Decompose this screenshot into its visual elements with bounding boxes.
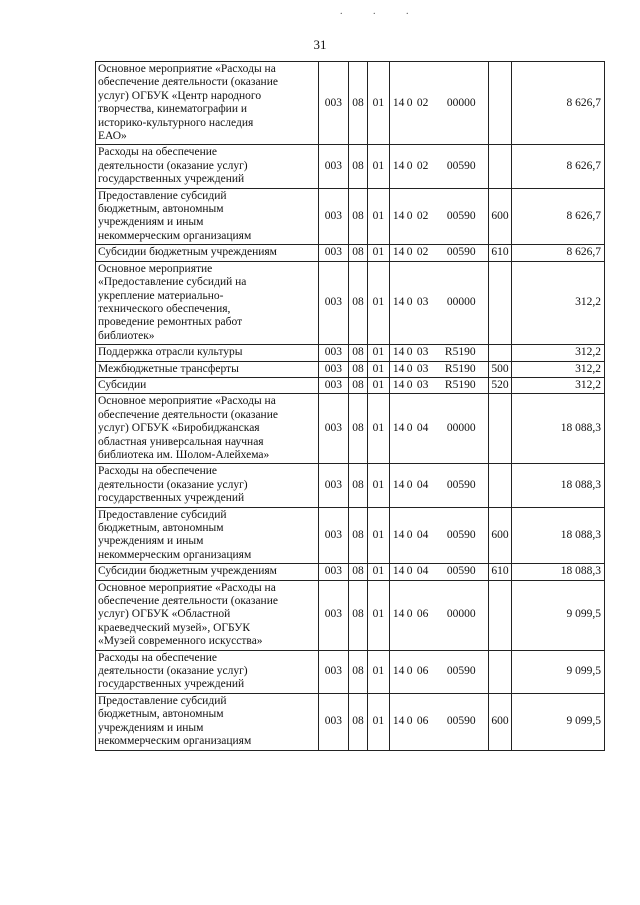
expense-name: Предоставление субсидий бюджетным, автономным учреждениям и иным некоммерческим организациям <box>98 189 252 242</box>
program-code: 14 <box>392 246 405 259</box>
section-code: 08 <box>348 464 367 507</box>
program-code: 14 <box>392 608 405 621</box>
expense-name: Основное мероприятие «Расходы на обеспечение деятельности (оказание услуг) ОГБУК «Биробиджанская областная универсальная научная библиотека им. Шолом-Алейхема» <box>98 395 278 461</box>
program-code: 14 <box>392 346 405 359</box>
expense-name: Субсидии бюджетным учреждениям <box>98 246 277 259</box>
subprogram-code: 0 <box>406 296 413 309</box>
subsection-code: 01 <box>368 245 389 261</box>
direction-code: R5190 <box>444 362 476 375</box>
subsection-code: 01 <box>368 361 389 377</box>
expense-name-cell <box>96 145 319 188</box>
subprogram-code: 0 <box>406 246 413 259</box>
section-code: 08 <box>348 693 367 750</box>
subsection-code: 01 <box>368 464 389 507</box>
target-article-code <box>389 145 489 188</box>
subprogram-code: 0 <box>406 422 413 435</box>
grbs-code: 003 <box>318 564 348 580</box>
direction-code: 00590 <box>446 565 476 578</box>
subprogram-code: 0 <box>406 362 413 375</box>
subprogram-code: 0 <box>406 378 413 391</box>
grbs-code: 003 <box>318 650 348 693</box>
activity-code: 02 <box>416 159 429 172</box>
target-article-code <box>389 564 489 580</box>
direction-code: 00000 <box>446 422 476 435</box>
grbs-code: 003 <box>318 245 348 261</box>
section-code: 08 <box>348 650 367 693</box>
subsection-code: 01 <box>368 261 389 344</box>
activity-code: 03 <box>416 378 429 391</box>
amount: 18 088,3 <box>511 564 604 580</box>
target-article-code <box>389 377 489 393</box>
subsection-code: 01 <box>368 580 389 650</box>
program-code: 14 <box>392 159 405 172</box>
target-article-code <box>389 245 489 261</box>
expense-name: Расходы на обеспечение деятельности (оказание услуг) государственных учреждений <box>98 465 248 505</box>
table-row <box>96 394 605 464</box>
expense-name-cell <box>96 693 319 750</box>
amount: 18 088,3 <box>511 394 604 464</box>
expense-type-code: 600 <box>489 693 512 750</box>
subprogram-code: 0 <box>406 209 413 222</box>
amount: 8 626,7 <box>511 245 604 261</box>
amount: 8 626,7 <box>511 145 604 188</box>
expense-name-cell <box>96 245 319 261</box>
expense-name-cell <box>96 188 319 245</box>
target-article-code <box>389 394 489 464</box>
grbs-code: 003 <box>318 507 348 564</box>
subsection-code: 01 <box>368 564 389 580</box>
direction-code: 00590 <box>446 528 476 541</box>
expense-name-cell <box>96 464 319 507</box>
table-row <box>96 62 605 145</box>
program-code: 14 <box>392 362 405 375</box>
expense-name: Поддержка отрасли культуры <box>98 346 243 359</box>
direction-code: 00590 <box>446 714 476 727</box>
program-code: 14 <box>392 528 405 541</box>
program-code: 14 <box>392 96 405 109</box>
expense-type-code <box>489 394 512 464</box>
program-code: 14 <box>392 665 405 678</box>
amount: 312,2 <box>511 361 604 377</box>
expense-type-code <box>489 62 512 145</box>
section-code: 08 <box>348 580 367 650</box>
subsection-code: 01 <box>368 345 389 361</box>
activity-code: 02 <box>416 96 429 109</box>
grbs-code: 003 <box>318 261 348 344</box>
subprogram-code: 0 <box>406 714 413 727</box>
expense-type-code <box>489 345 512 361</box>
page-number: 31 <box>313 37 327 52</box>
expense-type-code: 610 <box>489 245 512 261</box>
amount: 312,2 <box>511 261 604 344</box>
section-code: 08 <box>348 345 367 361</box>
target-article-code <box>389 464 489 507</box>
section-code: 08 <box>348 361 367 377</box>
subprogram-code: 0 <box>406 478 413 491</box>
target-article-code <box>389 650 489 693</box>
program-code: 14 <box>392 209 405 222</box>
grbs-code: 003 <box>318 394 348 464</box>
activity-code: 03 <box>416 346 429 359</box>
table-row <box>96 245 605 261</box>
amount: 18 088,3 <box>511 464 604 507</box>
table-row <box>96 145 605 188</box>
activity-code: 06 <box>416 665 429 678</box>
subsection-code: 01 <box>368 188 389 245</box>
expense-name: Предоставление субсидий бюджетным, автономным учреждениям и иным некоммерческим организациям <box>98 694 252 748</box>
amount: 18 088,3 <box>511 507 604 564</box>
budget-table <box>95 61 605 751</box>
expense-type-code: 500 <box>489 361 512 377</box>
section-code: 08 <box>348 394 367 464</box>
expense-name-cell <box>96 62 319 145</box>
section-code: 08 <box>348 245 367 261</box>
activity-code: 04 <box>416 422 429 435</box>
subsection-code: 01 <box>368 650 389 693</box>
expense-name: Основное мероприятие «Расходы на обеспечение деятельности (оказание услуг) ОГБУК «Областной краеведческий музей», ОГБУК «Музей современного искусства» <box>98 581 278 648</box>
expense-type-code <box>489 464 512 507</box>
program-code: 14 <box>392 296 405 309</box>
amount: 312,2 <box>511 377 604 393</box>
expense-name: Субсидии бюджетным учреждениям <box>98 565 277 578</box>
table-row <box>96 377 605 393</box>
activity-code: 03 <box>416 362 429 375</box>
amount: 8 626,7 <box>511 188 604 245</box>
expense-type-code: 520 <box>489 377 512 393</box>
expense-name-cell <box>96 261 319 344</box>
section-code: 08 <box>348 261 367 344</box>
activity-code: 06 <box>416 608 429 621</box>
direction-code: 00590 <box>446 246 476 259</box>
table-row <box>96 580 605 650</box>
grbs-code: 003 <box>318 377 348 393</box>
program-code: 14 <box>392 714 405 727</box>
expense-name-cell <box>96 580 319 650</box>
subsection-code: 01 <box>368 507 389 564</box>
subsection-code: 01 <box>368 145 389 188</box>
expense-name-cell <box>96 361 319 377</box>
program-code: 14 <box>392 565 405 578</box>
activity-code: 06 <box>416 714 429 727</box>
amount: 9 099,5 <box>511 693 604 750</box>
expense-name: Основное мероприятие «Расходы на обеспечение деятельности (оказание услуг) ОГБУК «Центр народного творчества, кинематографии и историко-культурного наследия ЕАО» <box>98 63 278 143</box>
expense-name-cell <box>96 394 319 464</box>
subprogram-code: 0 <box>406 608 413 621</box>
expense-name-cell <box>96 507 319 564</box>
table-row <box>96 693 605 750</box>
program-code: 14 <box>392 378 405 391</box>
table-row <box>96 650 605 693</box>
grbs-code: 003 <box>318 464 348 507</box>
expense-name: Субсидии <box>98 378 147 391</box>
subprogram-code: 0 <box>406 346 413 359</box>
amount: 9 099,5 <box>511 650 604 693</box>
expense-name-cell <box>96 345 319 361</box>
program-code: 14 <box>392 478 405 491</box>
direction-code: 00000 <box>446 296 476 309</box>
direction-code: 00590 <box>446 159 476 172</box>
expense-name-cell <box>96 377 319 393</box>
table-row <box>96 464 605 507</box>
direction-code: 00590 <box>446 665 476 678</box>
amount: 312,2 <box>511 345 604 361</box>
section-code: 08 <box>348 377 367 393</box>
table-row <box>96 188 605 245</box>
direction-code: 00590 <box>446 209 476 222</box>
grbs-code: 003 <box>318 361 348 377</box>
expense-type-code: 610 <box>489 564 512 580</box>
table-row <box>96 361 605 377</box>
grbs-code: 003 <box>318 345 348 361</box>
program-code: 14 <box>392 422 405 435</box>
table-row <box>96 507 605 564</box>
grbs-code: 003 <box>318 693 348 750</box>
amount: 9 099,5 <box>511 580 604 650</box>
expense-name-cell <box>96 564 319 580</box>
target-article-code <box>389 693 489 750</box>
subsection-code: 01 <box>368 394 389 464</box>
expense-name: Предоставление субсидий бюджетным, автономным учреждениям и иным некоммерческим организациям <box>98 508 252 561</box>
grbs-code: 003 <box>318 188 348 245</box>
subsection-code: 01 <box>368 62 389 145</box>
scan-specks: . . . <box>340 6 423 17</box>
direction-code: 00590 <box>446 478 476 491</box>
table-body <box>96 62 605 751</box>
expense-name-cell <box>96 650 319 693</box>
section-code: 08 <box>348 62 367 145</box>
target-article-code <box>389 188 489 245</box>
direction-code: 00000 <box>446 96 476 109</box>
activity-code: 03 <box>416 296 429 309</box>
direction-code: 00000 <box>446 608 476 621</box>
grbs-code: 003 <box>318 62 348 145</box>
subsection-code: 01 <box>368 693 389 750</box>
section-code: 08 <box>348 188 367 245</box>
expense-name: Расходы на обеспечение деятельности (оказание услуг) государственных учреждений <box>98 651 248 691</box>
activity-code: 04 <box>416 528 429 541</box>
expense-type-code: 600 <box>489 507 512 564</box>
section-code: 08 <box>348 145 367 188</box>
expense-type-code <box>489 261 512 344</box>
target-article-code <box>389 580 489 650</box>
section-code: 08 <box>348 507 367 564</box>
amount: 8 626,7 <box>511 62 604 145</box>
activity-code: 04 <box>416 565 429 578</box>
subprogram-code: 0 <box>406 565 413 578</box>
subprogram-code: 0 <box>406 96 413 109</box>
table-row <box>96 345 605 361</box>
table-row <box>96 564 605 580</box>
expense-name: Расходы на обеспечение деятельности (оказание услуг) государственных учреждений <box>98 146 248 186</box>
activity-code: 02 <box>416 209 429 222</box>
subsection-code: 01 <box>368 377 389 393</box>
activity-code: 02 <box>416 246 429 259</box>
direction-code: R5190 <box>444 346 476 359</box>
target-article-code <box>389 261 489 344</box>
activity-code: 04 <box>416 478 429 491</box>
direction-code: R5190 <box>444 378 476 391</box>
table-row <box>96 261 605 344</box>
expense-type-code <box>489 580 512 650</box>
expense-name: Межбюджетные трансферты <box>98 362 239 375</box>
expense-type-code <box>489 145 512 188</box>
target-article-code <box>389 62 489 145</box>
expense-name: Основное мероприятие «Предоставление субсидий на укрепление материально- технического обеспечения, проведение ремонтных работ библиотек» <box>98 262 247 342</box>
section-code: 08 <box>348 564 367 580</box>
subprogram-code: 0 <box>406 528 413 541</box>
expense-type-code <box>489 650 512 693</box>
target-article-code <box>389 507 489 564</box>
expense-type-code: 600 <box>489 188 512 245</box>
target-article-code <box>389 345 489 361</box>
grbs-code: 003 <box>318 580 348 650</box>
subprogram-code: 0 <box>406 159 413 172</box>
subprogram-code: 0 <box>406 665 413 678</box>
grbs-code: 003 <box>318 145 348 188</box>
target-article-code <box>389 361 489 377</box>
